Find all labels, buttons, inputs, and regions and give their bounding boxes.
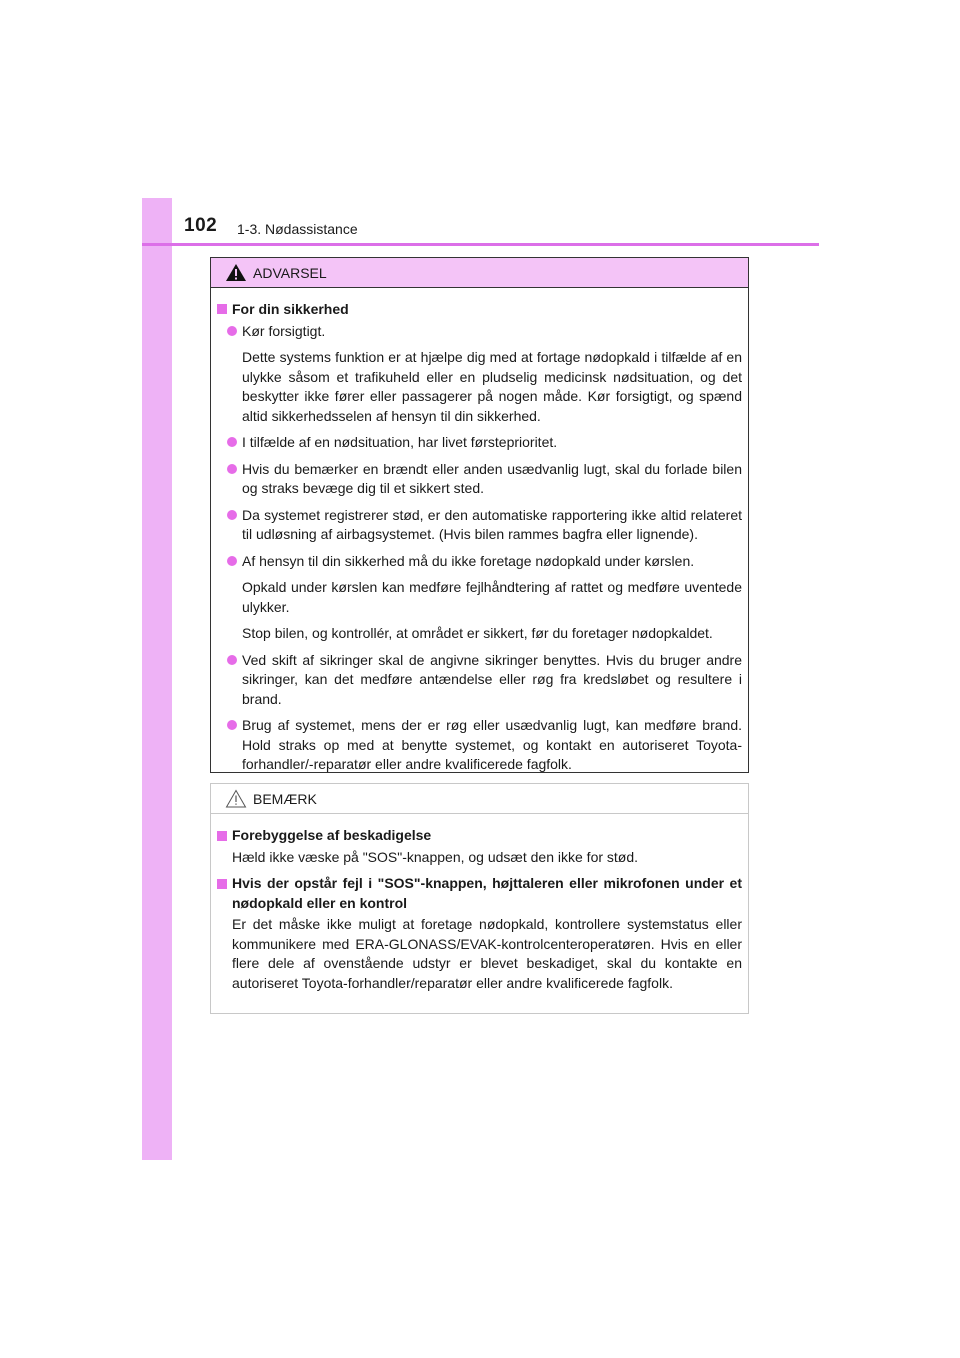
note-section-heading: Forebyggelse af beskadigelse bbox=[217, 826, 742, 846]
square-bullet-icon bbox=[217, 304, 227, 314]
warning-item bbox=[217, 460, 742, 499]
round-bullet-icon bbox=[227, 720, 237, 730]
warning-list bbox=[217, 322, 742, 775]
note-section-text: Hæld ikke væske på "SOS"-knappen, og udsæt den ikke for stød. bbox=[232, 848, 639, 865]
warning-item-text: I tilfælde af en nødsituation, har livet førsteprioritet. bbox=[242, 434, 558, 450]
warning-item bbox=[217, 552, 742, 572]
warning-item-paragraph: Opkald under kørslen kan medføre fejlhåndtering af rattet og medføre uventede ulykker. bbox=[242, 579, 742, 615]
header-rule bbox=[142, 243, 819, 246]
warning-body bbox=[211, 288, 748, 775]
warning-triangle-icon bbox=[225, 263, 247, 282]
warning-item bbox=[217, 506, 742, 545]
warning-item bbox=[217, 433, 742, 453]
warning-item bbox=[217, 651, 742, 710]
warning-box bbox=[210, 257, 749, 773]
round-bullet-icon bbox=[227, 510, 237, 520]
warning-title: ADVARSEL bbox=[253, 265, 327, 281]
warning-item-paragraph: Dette systems funktion er at hjælpe dig med at fortage nødopkald i tilfælde af en ulykke såsom et trafikuheld eller en pludselig medicinsk nødsituation, og det beskytter ikke fører eller passagerer på nogen måde. Kør forsigtigt, og spænd altid sikkerhedsselen af hensyn til din sikkerhed. bbox=[242, 349, 742, 424]
note-section-text: Er det måske ikke muligt at foretage nødopkald, kontrollere systemstatus eller kommunikere med ERA-GLONASS/EVAK-kontrolcenteroperatøren. Hvis en eller flere dele af ovenstående udstyr er blevet beskadiget, skal du kontakte en autoriseret Toyota-forhandler/reparatør eller andre kvalificerede fagfolk. bbox=[232, 916, 742, 991]
warning-item-text: Ved skift af sikringer skal de angivne sikringer benyttes. Hvis du bruger andre sikringer, kan det medføre antændelse eller røg fra kredsløbet og resultere i brand. bbox=[242, 651, 742, 707]
section-title: 1-3. Nødassistance bbox=[237, 221, 358, 237]
square-bullet-icon bbox=[217, 879, 227, 889]
warning-item-text: Brug af systemet, mens der er røg eller usædvanlig lugt, kan medføre brand. Hold straks op med at benytte systemet, og kontakt en autoriseret Toyota-forhandler/-reparatør eller andre kvalificerede fagfolk. bbox=[242, 717, 742, 772]
round-bullet-icon bbox=[227, 437, 237, 447]
warning-item-text: Kør forsigtigt. bbox=[242, 322, 326, 339]
warning-item-paragraph: Stop bilen, og kontrollér, at området er sikkert, før du foretager nødopkaldet. bbox=[242, 625, 713, 641]
warning-header bbox=[211, 258, 748, 288]
note-title: BEMÆRK bbox=[253, 791, 317, 807]
round-bullet-icon bbox=[227, 464, 237, 474]
side-color-strip bbox=[142, 198, 172, 1160]
note-box bbox=[210, 783, 749, 1014]
warning-item-text: Hvis du bemærker en brændt eller anden usædvanlig lugt, skal du forlade bilen og straks bevæge dig til et sikkert sted. bbox=[242, 460, 742, 496]
warning-item-text: Da systemet registrerer stød, er den automatiske rapportering ikke altid relateret til udløsning af airbagsystemet. (Hvis bilen rammes bagfra eller lignende). bbox=[242, 506, 742, 542]
round-bullet-icon bbox=[227, 655, 237, 665]
page-number: 102 bbox=[184, 215, 218, 236]
square-bullet-icon bbox=[217, 831, 227, 841]
warning-item bbox=[217, 716, 742, 775]
round-bullet-icon bbox=[227, 556, 237, 566]
note-section-heading: Hvis der opstår fejl i "SOS"-knappen, højttaleren eller mikrofonen under et nødopkald eller en kontrol bbox=[217, 874, 742, 913]
round-bullet-icon bbox=[227, 326, 237, 336]
note-header bbox=[211, 784, 748, 814]
warning-item bbox=[217, 322, 742, 342]
note-body bbox=[211, 814, 748, 993]
warning-heading: For din sikkerhed bbox=[217, 300, 742, 320]
warning-item-text: Af hensyn til din sikkerhed må du ikke foretage nødopkald under kørslen. bbox=[242, 552, 695, 569]
caution-triangle-icon bbox=[225, 789, 247, 808]
